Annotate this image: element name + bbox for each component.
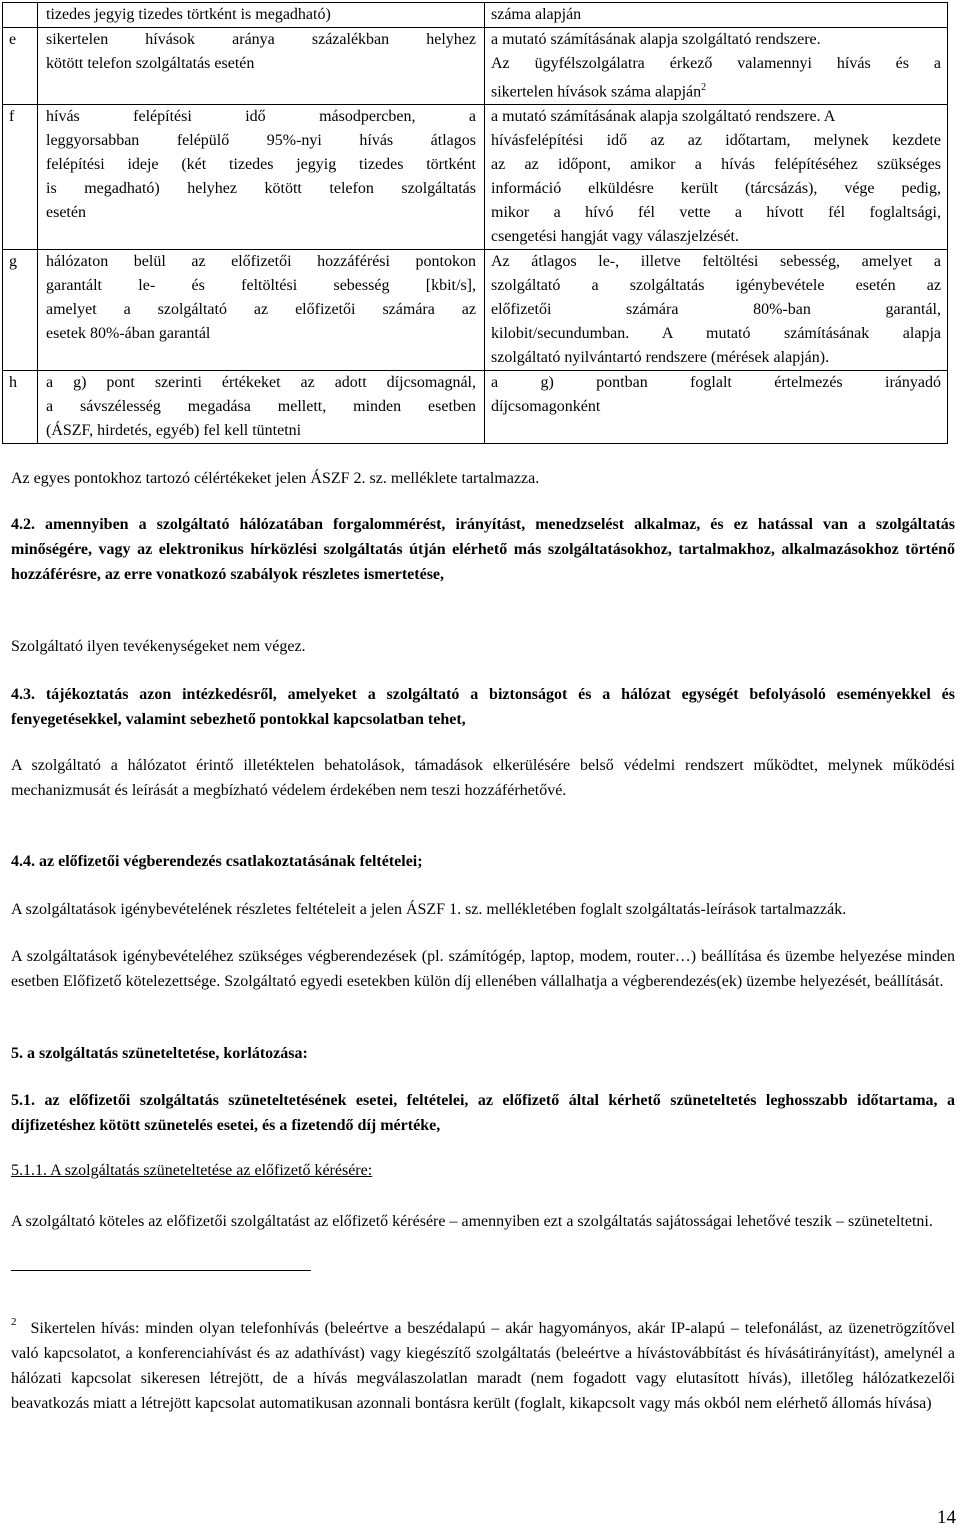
footnote: [11, 1316, 955, 1416]
section-4-2-heading: 4.2. amennyiben a szolgáltató hálózatában forgalommérést, irányítást, menedzselést alkalmaz, és ez hatással van a szolgáltatás minőségére, vagy az elektronikus hírközlési szolgáltatás útján elérhető más szolgáltatásokhoz, tartalmakhoz, alkalmazásokhoz történő hozzáférésre, az erre vonatkozó szabályok részletes ismertetése,: [11, 516, 955, 583]
page-number: 14: [937, 1507, 956, 1528]
indicator-method: [485, 3, 948, 28]
cell-line: garantált le- és feltöltési sebesség [kbit/s],: [46, 277, 476, 295]
cell-line: [491, 76, 941, 104]
indicator-description: [38, 371, 485, 444]
cell-line: az az időpont, amikor a hívás felépítéséhez szükséges: [491, 156, 941, 174]
cell-line: szolgáltató nyilvántartó rendszere (mérések alapján).: [491, 349, 830, 367]
row-letter: [3, 3, 38, 28]
indicator-description: [38, 28, 485, 105]
indicator-method: [485, 28, 948, 105]
section-5-heading: 5. a szolgáltatás szüneteltetése, korlátozása:: [11, 1045, 308, 1062]
cell-line: hívás felépítési idő másodpercben, a: [46, 108, 476, 126]
cell-line: hívásfelépítési idő az az időtartam, melynek kezdete: [491, 132, 941, 150]
cell-line: tizedes jegyig tizedes törtként is megadható): [46, 6, 331, 23]
cell-line: hálózaton belül az előfizetői hozzáférési pontokon: [46, 253, 476, 271]
indicator-description: [38, 3, 485, 28]
cell-line: esetén: [46, 204, 86, 222]
cell-line: sikertelen hívások aránya százalékban helyhez: [46, 31, 476, 48]
annex-reference-paragraph: Az egyes pontokhoz tartozó célértékeket jelen ÁSZF 2. sz. melléklete tartalmazza.: [11, 470, 540, 487]
indicator-method: [485, 371, 948, 444]
cell-line: leggyorsabban felépülő 95%-nyi hívás átlagos: [46, 132, 476, 150]
cell-line: Az ügyfélszolgálatra érkező valamennyi hívás és a: [491, 55, 941, 72]
table-row: [3, 3, 948, 28]
section-4-3-heading: 4.3. tájékoztatás azon intézkedésről, amelyeket a szolgáltató a biztonságot és a hálózat egységét befolyásoló eseményekkel és fenyegetésekkel, valamint sebezhető pontokkal kapcsolatban tehet,: [11, 686, 955, 728]
table-row: [3, 105, 948, 250]
footnote-text: Sikertelen hívás: minden olyan telefonhívás (beleértve a beszédalapú – akár hagyományos, akár IP-alapú – telefonálást, az üzenetrögzítővel való kapcsolatot, a konferenciahívást és az adathívást) vagy kiegészítő szolgáltatás (beleértve a hívástovábbítást és hívásátirányítást), amelynél a hálózati kapcsolat sikeresen létrejött, de a hívás megválaszolatlan maradt (nem fogadott vagy elutasított hívás), illetőleg hálózatkezelői beavatkozás miatt a létrejött kapcsolat automatikusan azonnali bontásra került (foglalt, kikapcsolt vagy más okból nem elérhető állomás hívása): [11, 1320, 955, 1412]
security-paragraph: A szolgáltató a hálózatot érintő illetéktelen behatolások, támadások elkerülésére belső védelmi rendszert működtet, melynek működési mechanizmusát és leírását a megbízható védelem érdekében nem teszi hozzáférhetővé.: [11, 757, 955, 799]
indicator-method: [485, 250, 948, 371]
equipment-paragraph: A szolgáltatások igénybevételéhez szükséges végberendezések (pl. számítógép, laptop, modem, router…) beállítása és üzembe helyezése minden esetben Előfizető kötelezettsége. Szolgáltató egyedi esetekben külön díj ellenében vállalhatja a végberendezés(ek) üzembe helyezését, beállítását.: [11, 948, 955, 990]
section-5-1-heading: 5.1. az előfizetői szolgáltatás szüneteltetésének esetei, feltételei, az előfizető által kérhető szüneteltetés leghosszabb időtartama, a díjfizetéshez kötött szünetelés esetei, és a fizetendő díj mértéke,: [11, 1092, 955, 1134]
section-5-1-1-heading: 5.1.1. A szolgáltatás szüneteltetése az előfizető kérésére:: [11, 1162, 373, 1179]
cell-line: száma alapján: [491, 6, 582, 23]
cell-line: felépítési ideje (két tizedes jegyig tizedes törtként: [46, 156, 476, 174]
cell-text: sikertelen hívások száma alapján: [491, 83, 702, 101]
cell-line: csengetési hangját vagy válaszjelzését.: [491, 228, 739, 246]
cell-line: a mutató számításának alapja szolgáltató rendszere.: [491, 31, 821, 48]
row-letter: g: [3, 250, 38, 371]
cell-line: Az átlagos le-, illetve feltöltési sebesség, amelyet a: [491, 253, 941, 271]
indicator-description: [38, 250, 485, 371]
cell-line: a g) pontban foglalt értelmezés irányadó: [491, 374, 941, 392]
table-row: [3, 28, 948, 105]
cell-line: díjcsomagonként: [491, 398, 601, 416]
quality-indicator-table: [2, 2, 948, 444]
cell-line: a mutató számításának alapja szolgáltató rendszere. A: [491, 108, 836, 126]
suspension-paragraph: A szolgáltató köteles az előfizetői szolgáltatást az előfizető kérésére – amennyiben ezt a szolgáltatás sajátosságai lehetővé teszik – szüneteltetni.: [11, 1213, 933, 1230]
footnote-ref: 2: [701, 82, 707, 93]
table-row: [3, 371, 948, 444]
cell-line: a sávszélesség megadása mellett, minden esetben: [46, 398, 476, 416]
row-letter: f: [3, 105, 38, 250]
cell-line: szolgáltató a szolgáltatás igénybevétele esetén az: [491, 277, 941, 295]
cell-line: is megadható) helyhez kötött telefon szolgáltatás: [46, 180, 476, 198]
cell-line: amelyet a szolgáltató az előfizetői számára az: [46, 301, 476, 319]
cell-line: kilobit/secundumban. A mutató számításának alapja: [491, 325, 941, 343]
table-row: [3, 250, 948, 371]
no-activity-paragraph: Szolgáltató ilyen tevékenységeket nem végez.: [11, 638, 306, 655]
indicator-description: [38, 105, 485, 250]
cell-line: mikor a hívó fél vette a hívott fél foglaltsági,: [491, 204, 941, 222]
footnote-marker: 2: [11, 1316, 17, 1328]
cell-line: információ elküldésre került (tárcsázás), vége pedig,: [491, 180, 941, 198]
cell-line: előfizetői számára 80%-ban garantál,: [491, 301, 941, 319]
row-letter: h: [3, 371, 38, 444]
footnote-separator: [11, 1270, 311, 1271]
indicator-method: [485, 105, 948, 250]
row-letter: e: [3, 28, 38, 105]
cell-line: a g) pont szerinti értékeket az adott díjcsomagnál,: [46, 374, 476, 392]
cell-line: esetek 80%-ában garantál: [46, 325, 211, 343]
cell-line: kötött telefon szolgáltatás esetén: [46, 55, 255, 72]
service-description-paragraph: A szolgáltatások igénybevételének részletes feltételeit a jelen ÁSZF 1. sz. mellékletében foglalt szolgáltatás-leírások tartalmazzák.: [11, 901, 847, 918]
section-4-4-heading: 4.4. az előfizetői végberendezés csatlakoztatásának feltételei;: [11, 853, 423, 870]
cell-line: (ÁSZF, hirdetés, egyéb) fel kell tüntetni: [46, 422, 302, 440]
